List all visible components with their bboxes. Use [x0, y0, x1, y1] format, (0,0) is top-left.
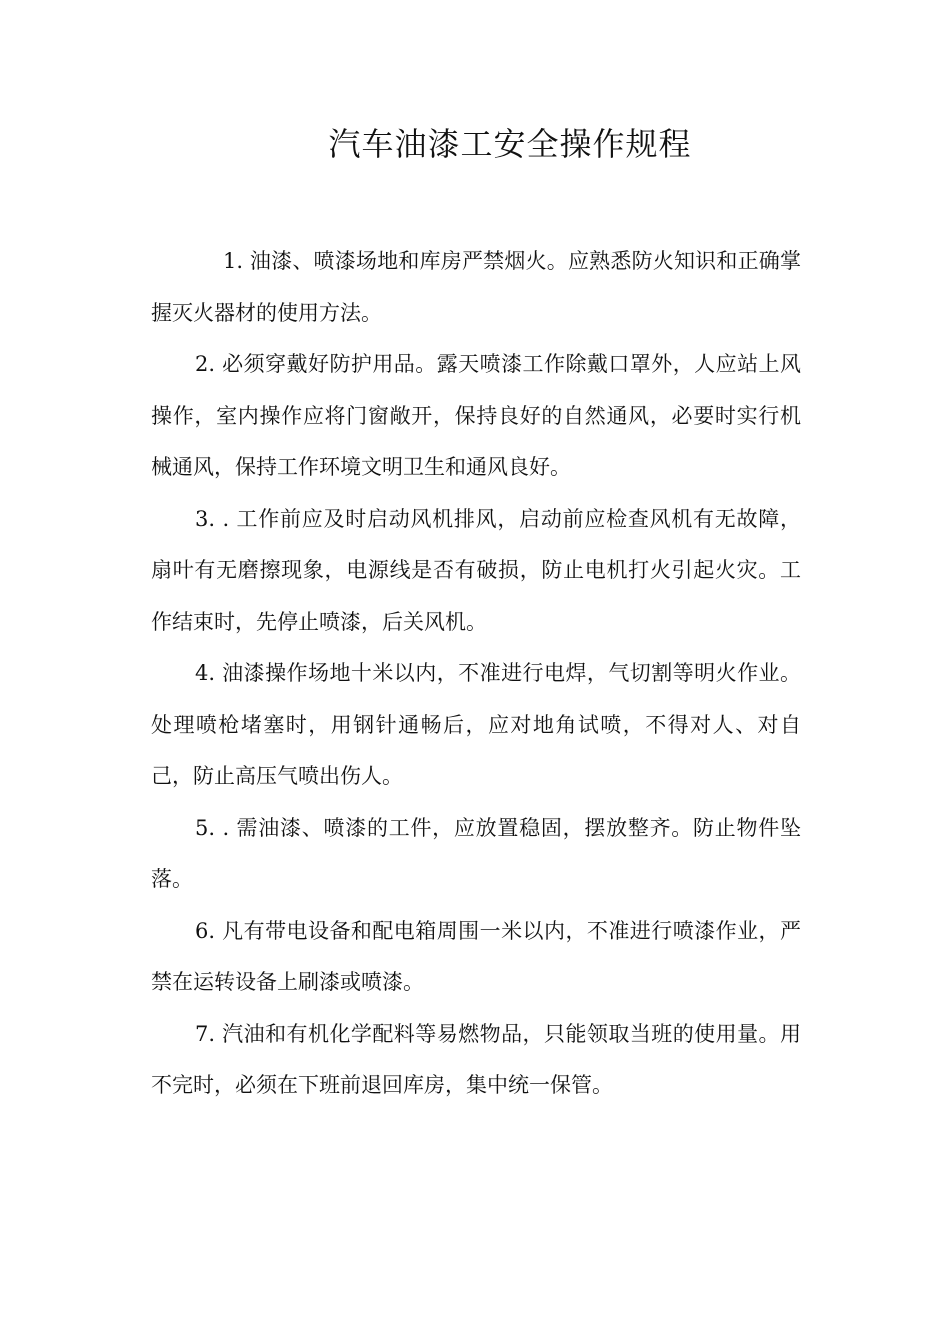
- rule-paragraph-3: 3. . 工作前应及时启动风机排风，启动前应检查风机有无故障，扇叶有无磨擦现象，电源线是否有破损，防止电机打火引起火灾。工作结束时，先停止喷漆，后关风机。: [151, 506, 801, 634]
- document-title: 汽车油漆工安全操作规程: [328, 125, 692, 163]
- rule-paragraph-1: 1. 油漆、喷漆场地和库房严禁烟火。应熟悉防火知识和正确掌握灭火器材的使用方法。: [151, 249, 801, 325]
- rule-paragraph-2: 2. 必须穿戴好防护用品。露天喷漆工作除戴口罩外，人应站上风操作，室内操作应将门窗敞开，保持良好的自然通风，必要时实行机械通风，保持工作环境文明卫生和通风良好。: [151, 352, 801, 479]
- rule-paragraph-6: 6. 凡有带电设备和配电箱周围一米以内，不准进行喷漆作业，严禁在运转设备上刷漆或喷漆。: [151, 918, 801, 994]
- document-body: [151, 236, 801, 1112]
- rule-paragraph-4: 4. 油漆操作场地十米以内，不准进行电焊，气切割等明火作业。处理喷枪堵塞时，用钢针通畅后，应对地角试喷，不得对人、对自己，防止高压气喷出伤人。: [151, 661, 801, 788]
- rule-paragraph-5: 5. . 需油漆、喷漆的工件，应放置稳固，摆放整齐。防止物件坠落。: [151, 815, 801, 891]
- rule-paragraph-7: 7. 汽油和有机化学配料等易燃物品，只能领取当班的使用量。用不完时，必须在下班前退回库房，集中统一保管。: [151, 1021, 801, 1097]
